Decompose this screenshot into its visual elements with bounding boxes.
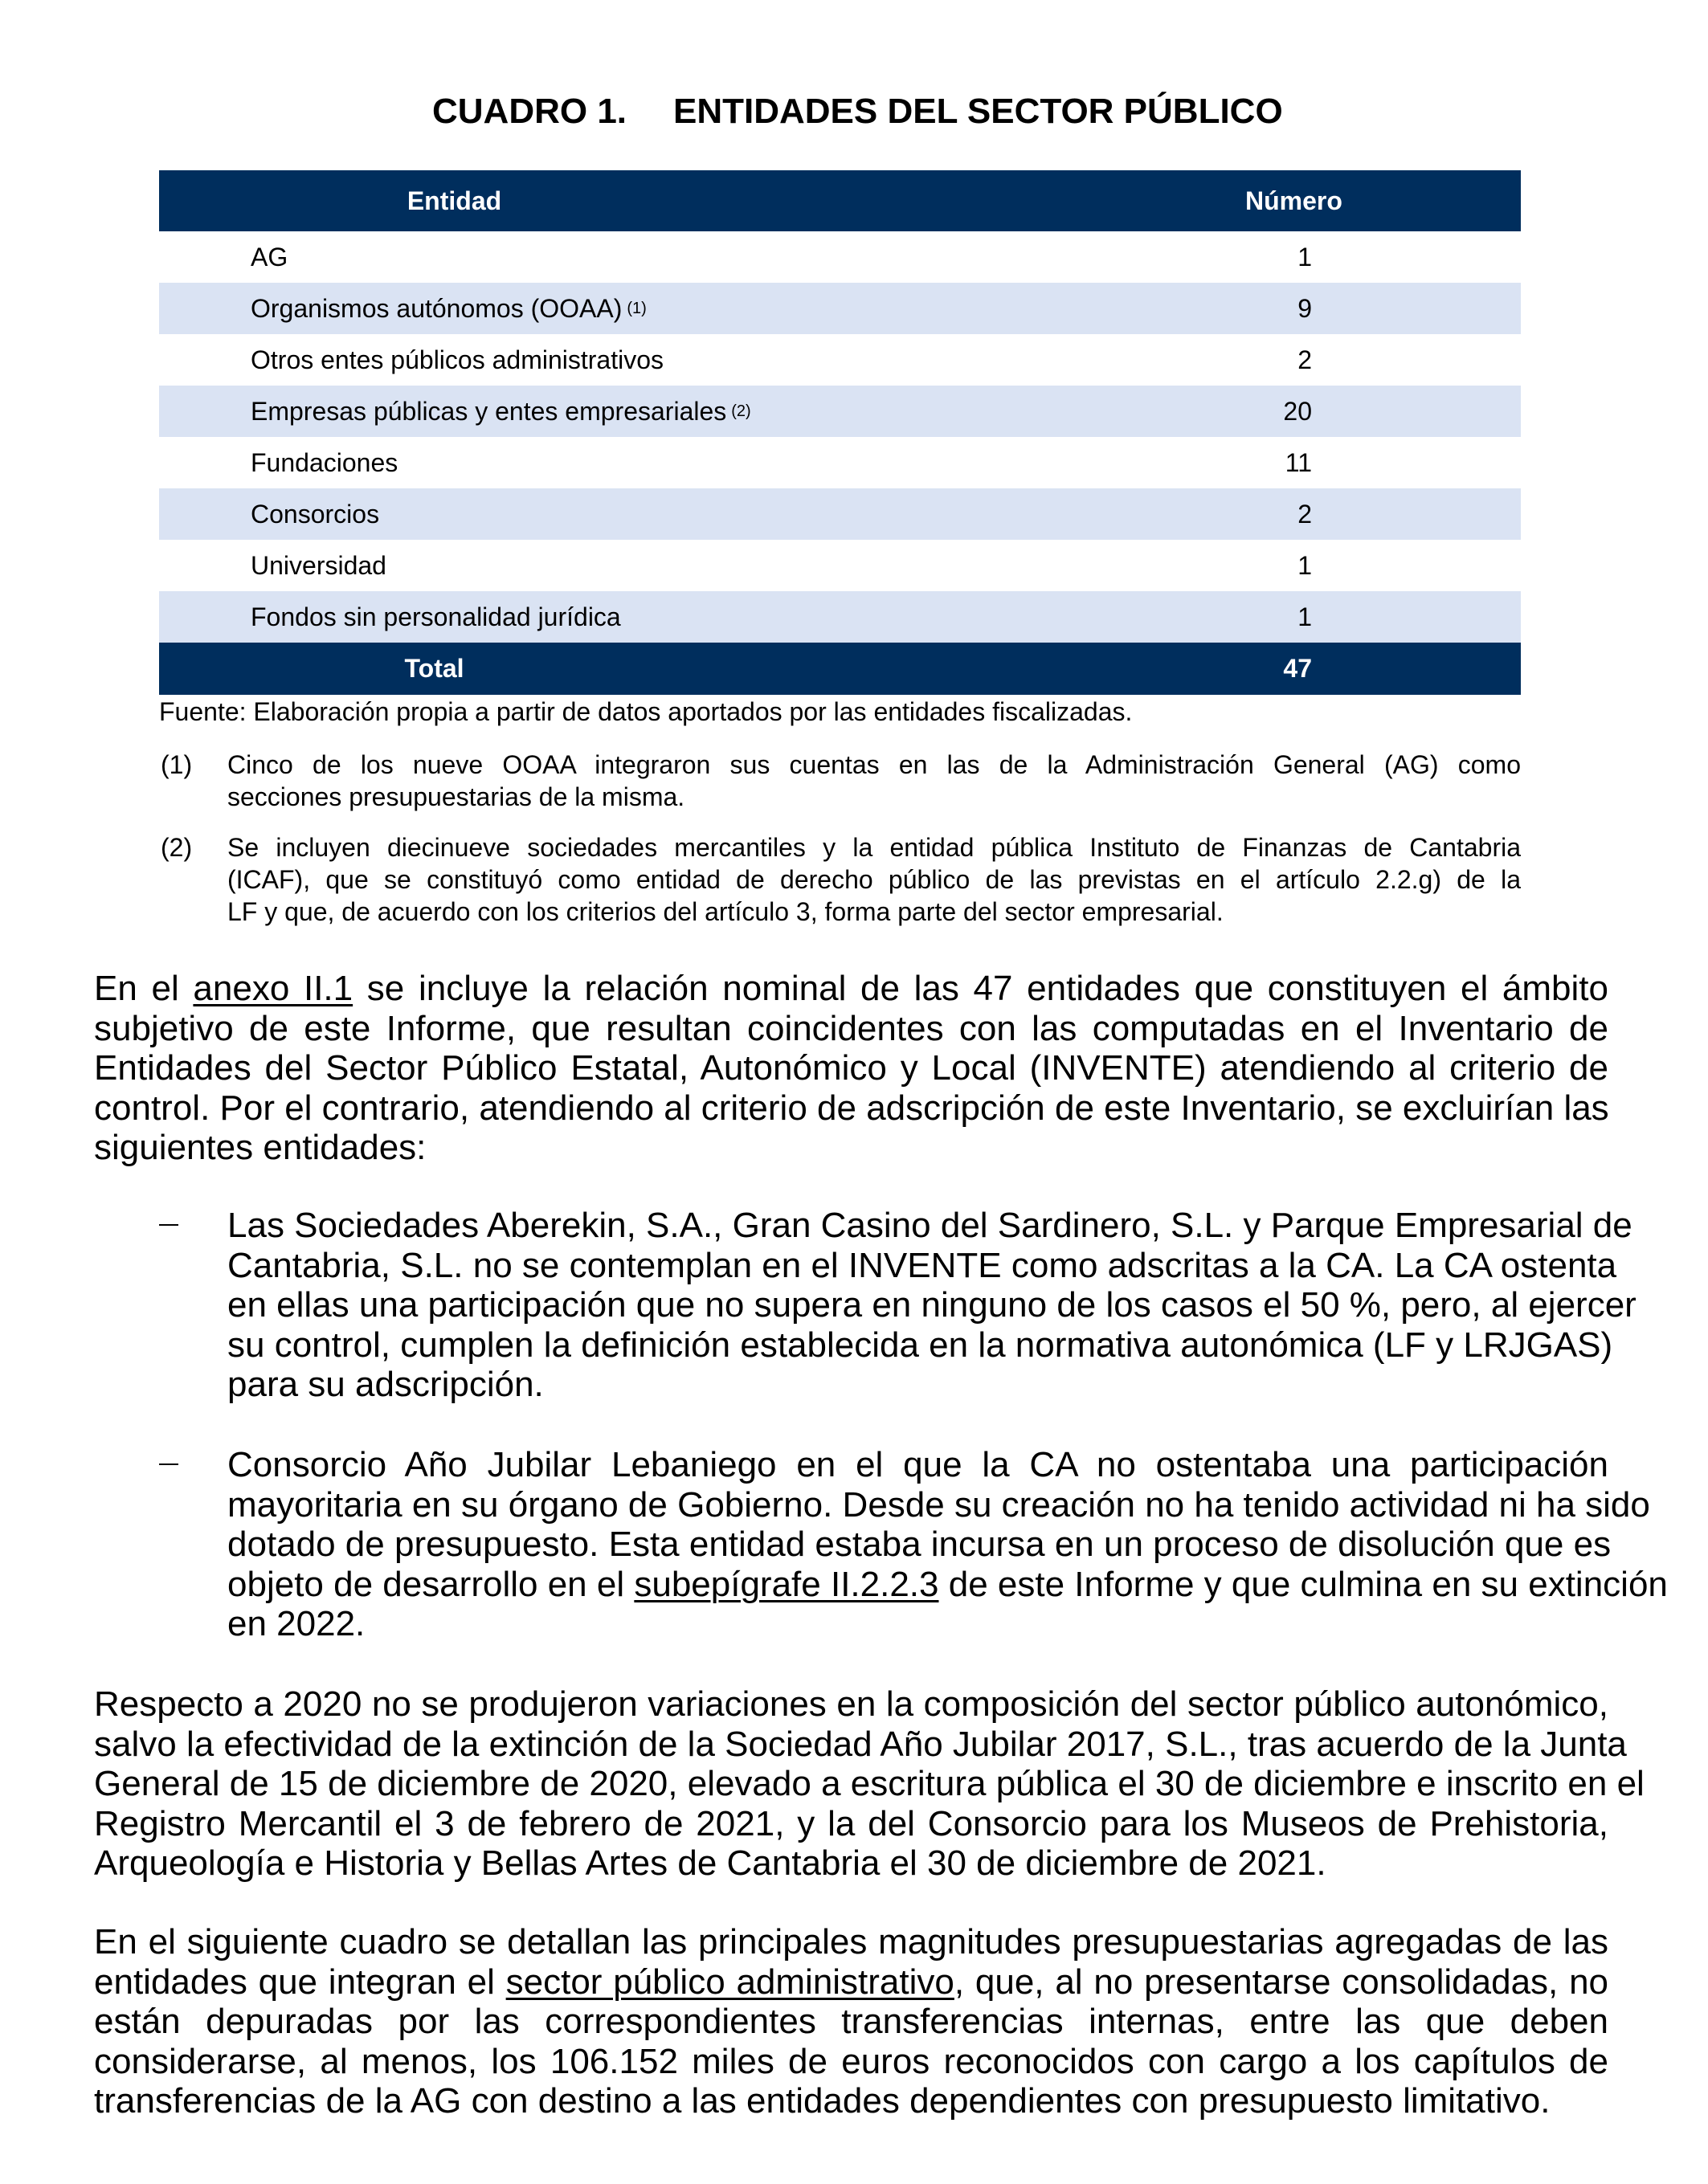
footnote-label: (1) (161, 750, 193, 779)
row-value: 2 (1297, 345, 1312, 374)
row-label: Consorcios (251, 499, 380, 529)
table-total-row (159, 643, 1521, 695)
paragraph-variations: Respecto a 2020 no se produjeron variaciones en la composición del sector público autonómico, salvo la efectividad de la extinción de la Sociedad Año Jubilar 2017, S.L., tras acuerdo de la Junta General de 15 de diciembre de 2020, elevado a escritura pública el 30 de diciembre e inscrito en el Registro Mercantil el 3 de febrero de 2021, y la del Consorcio para los Museos de Prehistoria, Arqueología e Historia y Bellas Artes de Cantabria el 30 de diciembre de 2021. (94, 1684, 1645, 1883)
bullet-item-consorcio: Consorcio Año Jubilar Lebaniego en el que la CA no ostentaba una participación mayoritaria en su órgano de Gobierno. Desde su creación no ha tenido actividad ni ha sido dotado de presupuesto. Esta entidad estaba incursa en un proceso de disolución que es objeto de desarrollo en el subepígrafe II.2.2.3 de este Informe y que culmina en su extinción en 2022. (159, 1445, 1608, 1646)
table-row (159, 231, 1521, 283)
footnote-1 (159, 749, 1521, 813)
dash-bullet-icon (159, 1445, 178, 1485)
row-label: Universidad (251, 550, 386, 580)
table-row: Empresas públicas y entes empresariales (2) 20 (159, 386, 1521, 437)
table-row (159, 437, 1521, 488)
row-value: 2 (1297, 499, 1312, 529)
table-row (159, 334, 1521, 386)
annex-link[interactable]: anexo II.1 (193, 969, 353, 1008)
row-label: AG (251, 242, 288, 271)
footnote-text: Se incluyen diecinueve sociedades mercantiles y la entidad pública Instituto de Finanzas de Cantabria (ICAF), que se constituyó como entidad de derecho público de las previstas en el artículo 2.2.g) de la LF y que, de acuerdo con los criterios del artículo 3, forma parte del sector empresarial. (227, 833, 1521, 926)
bullet-item-sociedades: Las Sociedades Aberekin, S.A., Gran Casino del Sardinero, S.L. y Parque Empresarial de Cantabria, S.L. no se contemplan en el INVENTE como adscritas a la CA. La CA ostenta en ellas una participación que no supera en ninguno de los casos el 50 %, pero, al ejercer su control, cumplen la definición establecida en la normativa autonómica (LF y LRJGAS) para su adscripción. (159, 1206, 1608, 1406)
row-value: 9 (1297, 293, 1312, 323)
subepigrafe-link[interactable]: subepígrafe II.2.2.3 (634, 1564, 939, 1604)
table-source-note: Fuente: Elaboración propia a partir de datos aportados por las entidades fiscalizadas. (159, 697, 1133, 726)
total-label: Total (404, 654, 464, 683)
dash-bullet-icon (159, 1206, 178, 1246)
table-title-number: CUADRO 1. (432, 92, 627, 131)
row-value: 1 (1297, 242, 1312, 271)
total-value: 47 (1283, 654, 1312, 683)
column-header-numero: Número (1245, 186, 1342, 215)
paragraph-budget-magnitudes: En el siguiente cuadro se detallan las principales magnitudes presupuestarias agregadas de las entidades que integran el sector público administrativo, que, al no presentarse consolidadas, no están depuradas por las correspondientes transferencias internas, entre las que deben considerarse, al menos, los 106.152 miles de euros reconocidos con cargo a los capítulos de transferencias de la AG con destino a las entidades dependientes con presupuesto limitativo. (94, 1922, 1609, 2121)
footnote-2 (159, 831, 1521, 928)
entities-table (159, 170, 1521, 695)
row-label: Organismos autónomos (OOAA) (251, 293, 623, 323)
table-row: Organismos autónomos (OOAA) (1) 9 (159, 283, 1521, 334)
row-label: Fundaciones (251, 447, 398, 477)
row-value: 20 (1283, 396, 1312, 426)
table-title-text: ENTIDADES DEL SECTOR PÚBLICO (673, 92, 1283, 131)
table-row (159, 488, 1521, 540)
row-label: Fondos sin personalidad jurídica (251, 602, 621, 631)
row-value: 1 (1297, 602, 1312, 631)
row-label: Otros entes públicos administrativos (251, 345, 664, 374)
row-value: 11 (1285, 447, 1312, 477)
table-row (159, 591, 1521, 643)
sector-publico-administrativo-link[interactable]: sector público administrativo (505, 1962, 954, 2002)
column-header-entidad: Entidad (407, 186, 502, 215)
row-value: 1 (1297, 550, 1312, 580)
row-label: Empresas públicas y entes empresariales (251, 396, 727, 426)
footnote-text: Cinco de los nueve OOAA integraron sus cuentas en las de la Administración General (AG) como secciones presupuestarias de la misma. (227, 750, 1521, 811)
footnote-label: (2) (161, 833, 193, 862)
table-header-row (159, 170, 1521, 231)
paragraph-annex-reference: En el anexo II.1 se incluye la relación nominal de las 47 entidades que constituyen el ámbito subjetivo de este Informe, que resultan coincidentes con las computadas en el Inventario de Entidades del Sector Público Estatal, Autonómico y Local (INVENTE) atendiendo al criterio de control. Por el contrario, atendiendo al criterio de adscripción de este Inventario, se excluirían las siguientes entidades: (94, 969, 1609, 1167)
table-row (159, 540, 1521, 591)
